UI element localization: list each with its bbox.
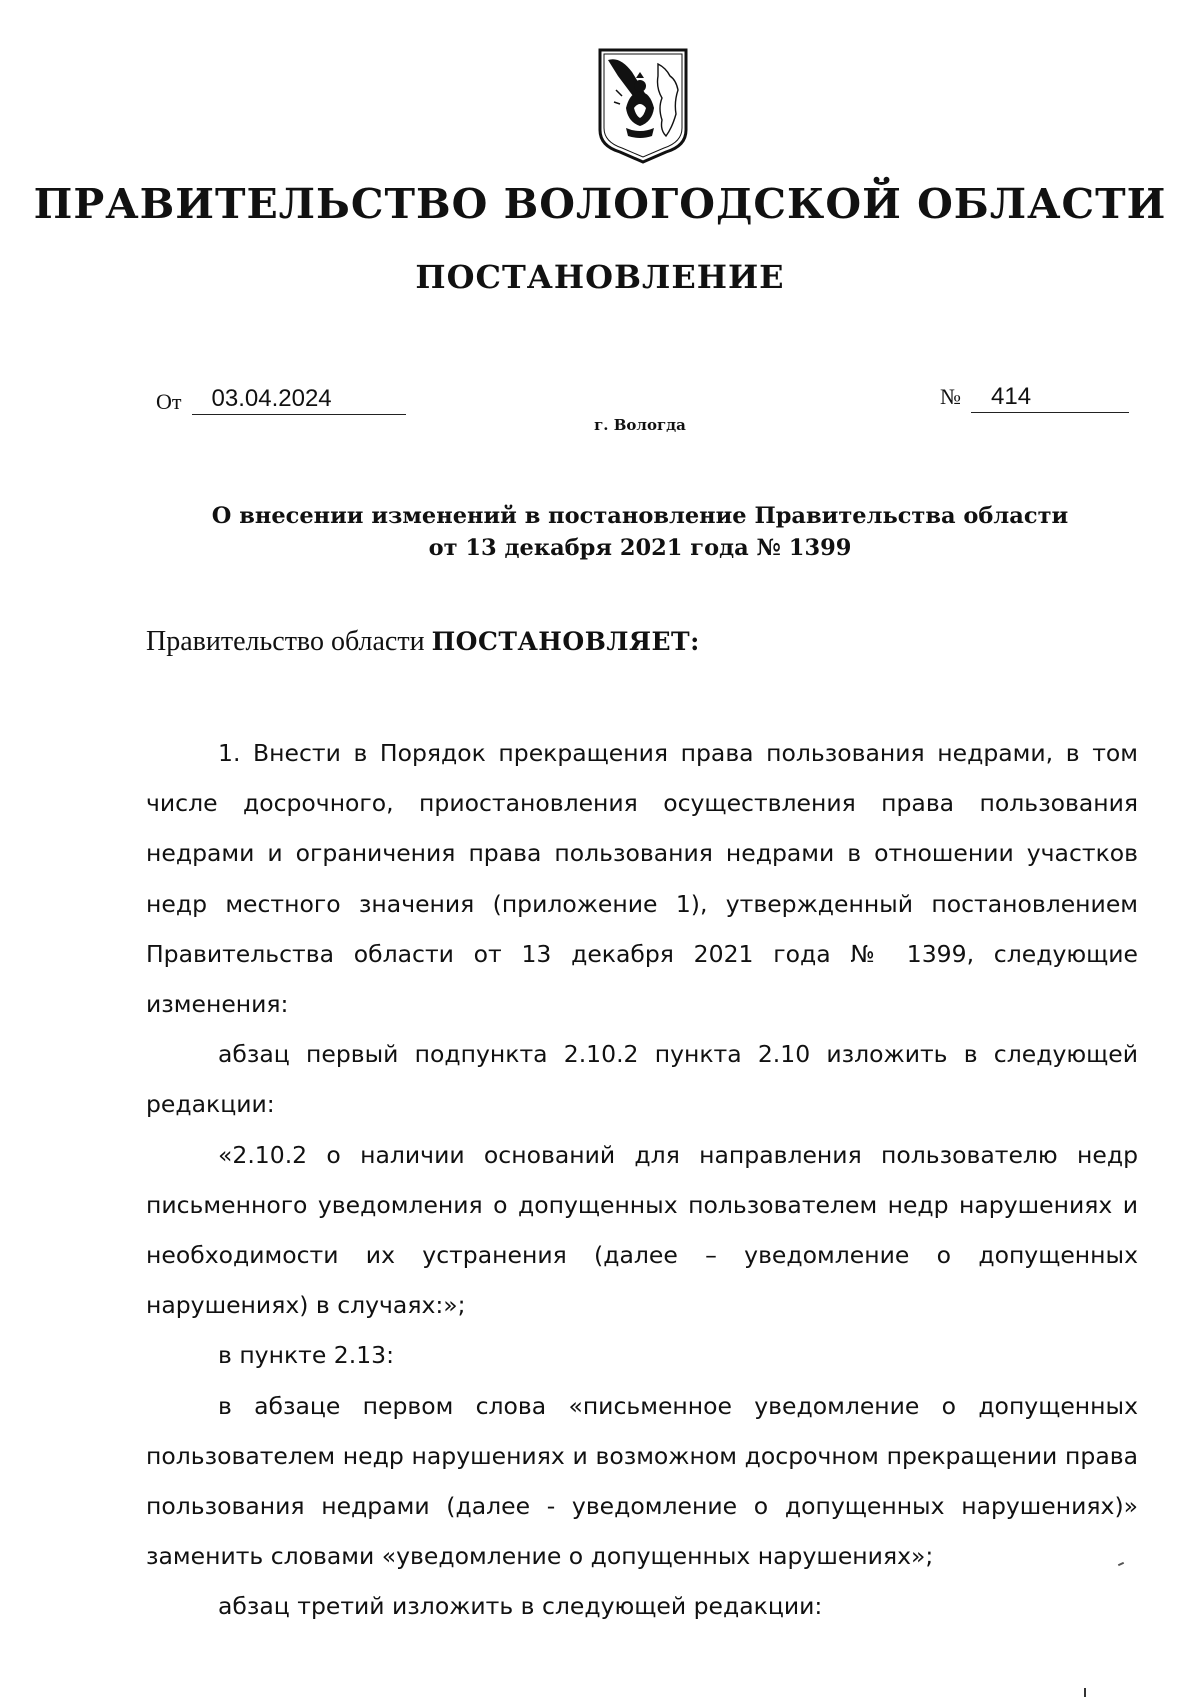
- preamble-text: Правительство области: [146, 626, 425, 657]
- coat-of-arms-icon: [596, 46, 690, 164]
- number-prefix-label: №: [940, 384, 961, 409]
- date-prefix-label: От: [156, 389, 182, 414]
- paragraph-item-2: абзац первый подпункта 2.10.2 пункта 2.10 изложить в следующей редакции:: [146, 1040, 1138, 1119]
- preamble: [146, 626, 700, 658]
- document-date: 03.04.2024: [192, 384, 406, 415]
- preamble-emphasis: ПОСТАНОВЛЯЕТ:: [431, 627, 700, 656]
- document-date-field: [156, 384, 406, 415]
- paragraph-item-3: «2.10.2 о наличии оснований для направления пользователю недр письменного уведомления о допущенных пользователем недр нарушениях и необходимости их устранения (далее – уведомление о допущенных нарушениях) в случаях:»;: [146, 1140, 1138, 1320]
- government-title: ПРАВИТЕЛЬСТВО ВОЛОГОДСКОЙ ОБЛАСТИ: [33, 180, 1167, 228]
- document-subject: [120, 500, 1160, 564]
- paragraph-item-4: в пункте 2.13:: [218, 1341, 395, 1370]
- subject-line-1: О внесении изменений в постановление Правительства области: [211, 503, 1069, 529]
- subject-line-2: от 13 декабря 2021 года № 1399: [428, 535, 852, 561]
- city-label: г. Вологда: [594, 416, 686, 434]
- scan-edge-mark: [1084, 1688, 1086, 1697]
- paragraph-item-1: 1. Внести в Порядок прекращения права пользования недрами, в том числе досрочного, приостановления осуществления права пользования недрами и ограничения права пользования недрами в отношении участков недр местного значения (приложение 1), утвержденный постановлением Правительства области от 13 декабря 2021 года № 1399, следующие изменения:: [146, 739, 1138, 1019]
- document-number-field: [940, 382, 1129, 413]
- document-type-title: ПОСТАНОВЛЕНИЕ: [415, 258, 785, 296]
- paragraph-item-5: в абзаце первом слова «письменное уведомление о допущенных пользователем недр нарушениях и возможном досрочном прекращении права пользования недрами (далее - уведомление о допущенных нарушениях)» заменить словами «уведомление о допущенных нарушениях»;: [146, 1391, 1138, 1571]
- document-body: [146, 728, 1138, 1632]
- paragraph-item-6: абзац третий изложить в следующей редакции:: [218, 1592, 823, 1621]
- document-number: 414: [971, 382, 1129, 413]
